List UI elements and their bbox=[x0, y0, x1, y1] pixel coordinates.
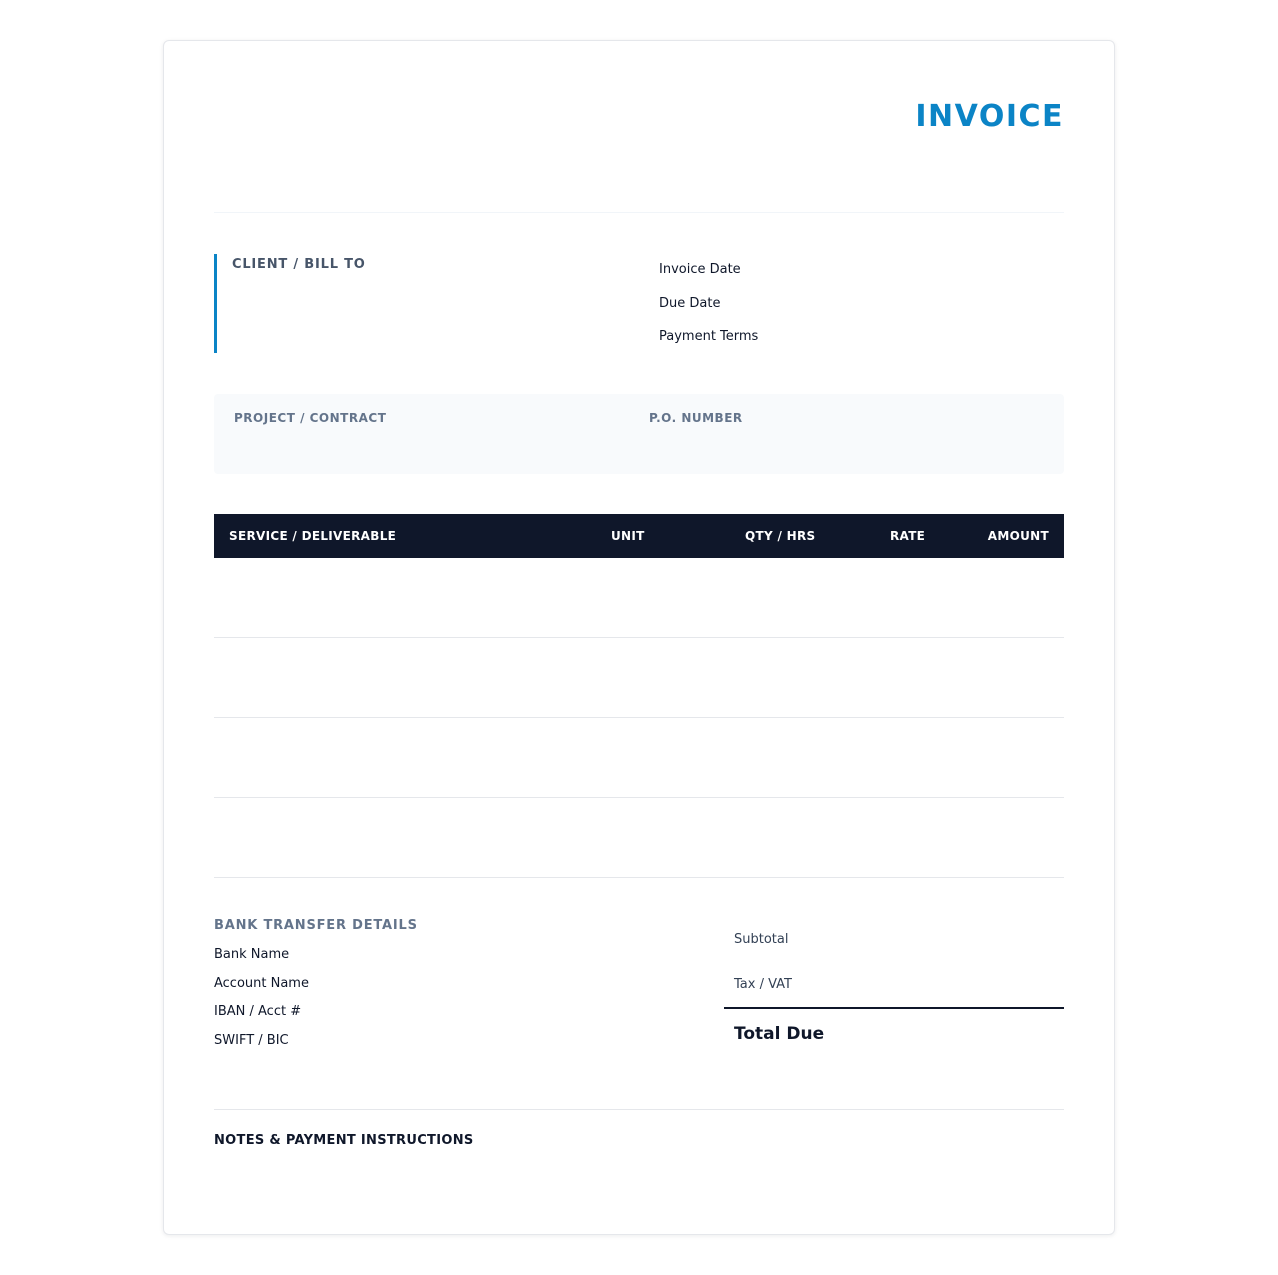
tax-vat-label: Tax / VAT bbox=[734, 977, 792, 992]
bank-name-label: Bank Name bbox=[214, 947, 290, 962]
line-item-row bbox=[214, 638, 1064, 718]
column-header-qty: QTY / HRS bbox=[745, 529, 816, 543]
line-items-header bbox=[214, 514, 1064, 558]
account-name-label: Account Name bbox=[214, 975, 309, 991]
bank-details-title: BANK TRANSFER DETAILS bbox=[214, 918, 418, 933]
header-divider bbox=[214, 212, 1064, 213]
invoice-meta bbox=[659, 262, 1064, 363]
invoice-page bbox=[163, 40, 1115, 1235]
column-header-rate: RATE bbox=[890, 529, 926, 543]
po-number-label: P.O. NUMBER bbox=[649, 411, 743, 425]
subtotal-label: Subtotal bbox=[734, 932, 789, 947]
swift-label: SWIFT / BIC bbox=[214, 1032, 289, 1048]
column-header-service: SERVICE / DELIVERABLE bbox=[229, 529, 397, 543]
invoice-title: INVOICE bbox=[915, 99, 1064, 134]
project-references-panel bbox=[214, 394, 1064, 474]
iban-label: IBAN / Acct # bbox=[214, 1004, 302, 1019]
project-contract-label: PROJECT / CONTRACT bbox=[234, 411, 387, 425]
client-bill-to-label: CLIENT / BILL TO bbox=[232, 257, 366, 272]
column-header-unit: UNIT bbox=[611, 529, 645, 543]
due-date-label: Due Date bbox=[659, 295, 721, 311]
line-item-row bbox=[214, 558, 1064, 638]
notes-title: NOTES & PAYMENT INSTRUCTIONS bbox=[214, 1133, 474, 1148]
totals-summary bbox=[724, 917, 1064, 1044]
payment-terms-label: Payment Terms bbox=[659, 329, 759, 344]
client-bill-to-block bbox=[214, 254, 514, 353]
total-due-label: Total Due bbox=[734, 1024, 825, 1044]
line-item-row bbox=[214, 798, 1064, 878]
line-item-row bbox=[214, 718, 1064, 798]
notes-divider bbox=[214, 1109, 1064, 1110]
invoice-content bbox=[214, 41, 1064, 1234]
invoice-date-label: Invoice Date bbox=[659, 262, 741, 277]
column-header-amount: AMOUNT bbox=[987, 529, 1049, 543]
bank-transfer-details bbox=[214, 918, 614, 1061]
